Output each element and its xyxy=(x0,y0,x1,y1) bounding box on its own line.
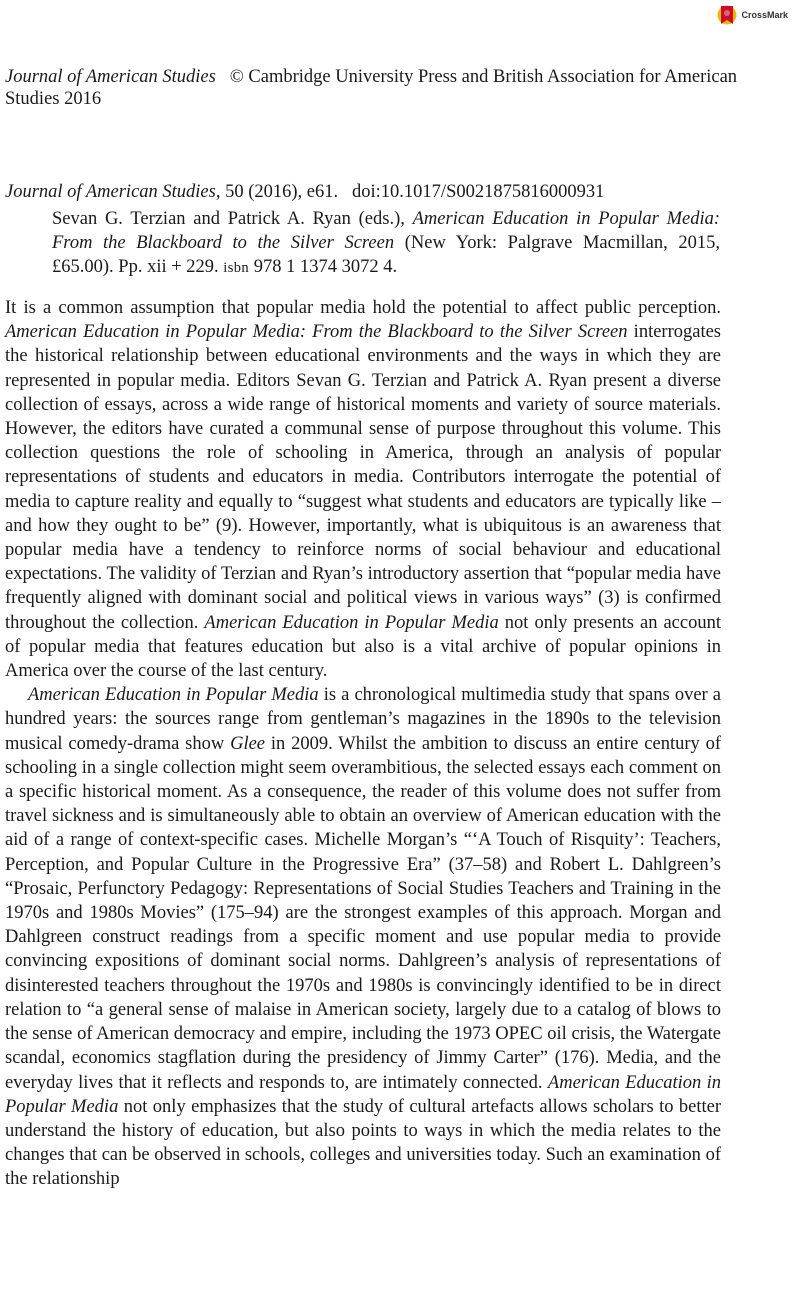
p2-segment: is a chronological multimedia study that spans over a hundred years: the sources range from gentleman’s magazines in the 1890s to the television musical comedy-drama show xyxy=(5,685,721,754)
reference-authors: Sevan G. Terzian and Patrick A. Ryan (eds.), xyxy=(52,209,405,229)
p2-segment-italic: Glee xyxy=(230,733,266,754)
book-reference xyxy=(52,207,720,280)
crossmark-icon xyxy=(717,2,737,28)
p1-segment-italic: American Education in Popular Media xyxy=(204,612,499,633)
header-journal-title: Journal of American Studies xyxy=(5,67,216,87)
p2-segment: in 2009. Whilst the ambition to discuss an entire century of schooling in a single collection might seem overambitious, the selected essays each comment on a specific historical moment. As a consequence, the reader of this volume does not suffer from travel sickness and is simultaneously able to obtain an overview of American education with the aid of a range of context-specific cases. Michelle Morgan’s “‘A Touch of Risquity’: Teachers, Perception, and Popular Culture in the Progressive Era” (37–58) and Robert L. Dahlgreen’s “Prosaic, Perfunctory Pedagogy: Representations of Social Studies Teachers and Training in the 1970s and 1980s Movies” (175–94) are the strongest examples of this approach. Morgan and Dahlgreen construct readings from a specific moment and use popular media to provide convincing expositions of dominant social norms. Dahlgreen’s analysis of representations of disinterested teachers throughout the 1970s and 1980s is convincingly identified to be in direct relation to “a general sense of malaise in American society, largely due to a catalog of blows to the sense of American democracy and empire, including the 1973 OPEC oil crisis, the Watergate scandal, economics stagflation during the presidency of Jimmy Carter” (176). Media, and the everyday lives that it reflects and responds to, are intimately connected. xyxy=(5,733,722,1093)
review-paragraph-1 xyxy=(5,296,721,683)
p2-segment-italic: American Education in Popular Media xyxy=(28,685,319,706)
reference-title: American Education in Popular Media: From the Blackboard to the Silver Screen xyxy=(52,209,721,253)
citation-doi[interactable]: doi:10.1017/S0021875816000931 xyxy=(352,182,605,202)
reference-publication: (New York: Palgrave Macmillan, 2015, £65.00). Pp. xii + 229. xyxy=(52,233,720,277)
header-copyright: © Cambridge University Press and British Association for American Studies 2016 xyxy=(5,67,738,109)
crossmark-badge[interactable] xyxy=(717,2,788,28)
p1-segment: It is a common assumption that popular media hold the potential to affect public perception. xyxy=(5,298,721,318)
p2-segment-italic: American Education in Popular Media xyxy=(5,1072,722,1117)
citation-line xyxy=(5,180,795,204)
citation-journal: Journal of American Studies xyxy=(5,182,216,202)
p1-segment-italic: American Education in Popular Media: From the Blackboard to the Silver Screen xyxy=(5,322,628,343)
p1-segment: interrogates the historical relationship between educational environments and the ways in which they are represented in popular media. Editors Sevan G. Terzian and Patrick A. Ryan present a diverse collection of essays, across a wide range of historical moments and variety of source materials. However, the editors have curated a communal sense of purpose throughout this volume. This collection questions the role of schooling in America, through an analysis of popular representations of students and educators in media. Contributors interrogate the potential of media to capture reality and equally to “suggest what students and educators are typically like – and how they ought to be” (9). However, importantly, what is ubiquitous is an awareness that popular media have a tendency to reinforce norms of social behaviour and educational expectations. The validity of Terzian and Ryan’s introductory assertion that “popular media have frequently aligned with dominant social and political views in various ways” (3) is confirmed throughout the collection. xyxy=(5,322,722,633)
citation-details: , 50 (2016), e61. xyxy=(215,182,339,202)
crossmark-label: CrossMark xyxy=(741,10,788,20)
p1-segment: not only presents an account of popular media that features education but also is a vital archive of popular opinions in America over the course of the last century. xyxy=(5,612,721,682)
p2-segment: not only emphasizes that the study of cultural artefacts allows scholars to better understand the history of education, but also points to ways in which the media relates to the changes that can be observed in schools, colleges and universities today. Such an examination of the relationship xyxy=(5,1096,722,1190)
journal-header xyxy=(5,66,765,110)
review-body xyxy=(5,296,721,1192)
review-paragraph-2 xyxy=(5,683,721,1191)
reference-isbn-label: isbn xyxy=(223,260,250,276)
reference-isbn: 978 1 1374 3072 4. xyxy=(253,257,398,277)
